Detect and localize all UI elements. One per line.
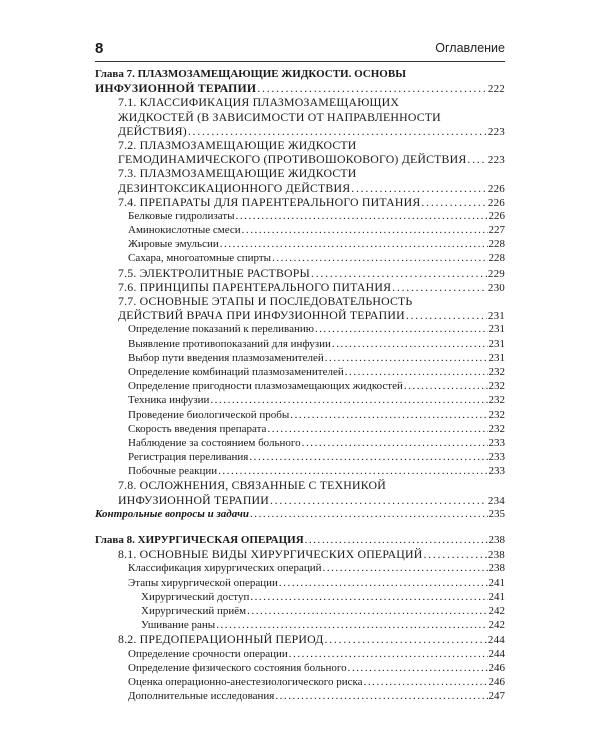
dot-leader: [289, 647, 488, 661]
dot-leader: [315, 322, 488, 336]
toc-entry: [95, 294, 505, 308]
toc-entry: [95, 547, 505, 561]
toc-page-number: 232: [488, 422, 505, 435]
toc-page-number: 233: [488, 436, 505, 449]
dot-leader: [345, 365, 488, 379]
toc-entry-title: Регистрация переливания: [128, 451, 249, 464]
toc-page-number: 231: [488, 323, 505, 336]
page-header: [95, 40, 505, 62]
toc-page-number: 246: [488, 661, 505, 674]
toc-page-number: 238: [488, 562, 505, 575]
toc-entry: [95, 604, 505, 618]
toc-entry-title: ДЕЙСТВИЙ ВРАЧА ПРИ ИНФУЗИОННОЙ ТЕРАПИИ: [118, 308, 405, 323]
dot-leader: [351, 181, 487, 195]
dot-leader: [406, 308, 487, 322]
dot-leader: [302, 436, 488, 450]
toc-entry: [95, 507, 505, 521]
toc-entry-title: ИНФУЗИОННОЙ ТЕРАПИИ: [118, 492, 269, 507]
dot-leader: [323, 561, 488, 575]
toc-page-number: 226: [487, 182, 505, 195]
toc-entry-title: 7.4. ПРЕПАРАТЫ ДЛЯ ПАРЕНТЕРАЛЬНОГО ПИТАНИЯ: [118, 194, 421, 209]
toc-entry-title: Классификация хирургических операций: [128, 562, 322, 575]
dot-leader: [305, 533, 488, 547]
toc-entry: [95, 152, 505, 166]
toc-entry-title: Ушивание раны: [141, 619, 216, 632]
toc-page-number: 232: [488, 365, 505, 378]
toc-entry: [95, 181, 505, 195]
toc-entry: [95, 223, 505, 237]
toc-entry: [95, 436, 505, 450]
toc-entry: [95, 365, 505, 379]
toc-entry-title: Определение пригодности плазмозамещающих жидкостей: [128, 380, 403, 393]
toc-entry-title: Определение комбинаций плазмозаменителей: [128, 365, 344, 378]
toc-page-number: 247: [488, 690, 505, 703]
toc-page-number: 231: [488, 351, 505, 364]
toc-entry-title: 8.1. ОСНОВНЫЕ ВИДЫ ХИРУРГИЧЕСКИХ ОПЕРАЦИЙ: [118, 547, 423, 562]
toc-page-number: 231: [488, 337, 505, 350]
toc-page-number: 244: [488, 647, 505, 660]
dot-leader: [423, 547, 486, 561]
dot-leader: [467, 152, 486, 166]
toc-entry: [95, 110, 505, 124]
toc-entry: [95, 478, 505, 492]
toc-page-number: 233: [488, 451, 505, 464]
toc-entry-title: Техника инфузии: [128, 394, 210, 407]
toc-page-number: 226: [488, 209, 505, 222]
toc-entry-title: Проведение биологической пробы: [128, 408, 290, 421]
dot-leader: [272, 251, 487, 265]
dot-leader: [218, 464, 487, 478]
toc-entry: [95, 124, 505, 138]
dot-leader: [348, 661, 488, 675]
toc-entry: [95, 379, 505, 393]
dot-leader: [275, 689, 487, 703]
toc-chapter-entry: [95, 533, 505, 547]
toc-entry: [95, 618, 505, 632]
toc-entry: [95, 280, 505, 294]
toc-entry: [95, 393, 505, 407]
toc-entry: [95, 590, 505, 604]
toc-entry: [95, 661, 505, 675]
toc-entry-title: Побочные реакции: [128, 465, 218, 478]
toc-entry-title: 7.5. ЭЛЕКТРОЛИТНЫЕ РАСТВОРЫ: [118, 265, 310, 280]
toc-entry-title: ДЕЙСТВИЯ): [118, 123, 187, 138]
toc-entry-title: ДЕЗИНТОКСИКАЦИОННОГО ДЕЙСТВИЯ: [118, 180, 351, 195]
toc-entry-title: Контрольные вопросы и задачи: [95, 507, 249, 520]
dot-leader: [325, 351, 488, 365]
toc-entry: [95, 675, 505, 689]
toc-entry-title: Аминокислотные смеси: [128, 224, 241, 237]
toc-entry-title: 7.2. ПЛАЗМОЗАМЕЩАЮЩИЕ ЖИДКОСТИ: [118, 137, 357, 152]
toc-page-number: 226: [487, 196, 505, 209]
dot-leader: [392, 280, 487, 294]
toc-entry-title: Глава 7. ПЛАЗМОЗАМЕЩАЮЩИЕ ЖИДКОСТИ. ОСНОВЫ: [95, 68, 407, 80]
toc-page-number: 228: [488, 238, 505, 251]
toc-entry-title: Глава 8. ХИРУРГИЧЕСКАЯ ОПЕРАЦИЯ: [95, 534, 304, 546]
dot-leader: [216, 618, 487, 632]
toc-entry: [95, 561, 505, 575]
toc-entry: [95, 450, 505, 464]
toc-entry-title: ГЕМОДИНАМИЧЕСКОГО (ПРОТИВОШОКОВОГО) ДЕЙСТВИЯ: [118, 152, 467, 167]
table-of-contents: [95, 67, 505, 703]
toc-entry-title: Выбор пути введения плазмозаменителей: [128, 351, 324, 364]
dot-leader: [249, 450, 487, 464]
dot-leader: [250, 507, 488, 521]
toc-entry-title: 7.1. КЛАССИФИКАЦИЯ ПЛАЗМОЗАМЕЩАЮЩИХ: [118, 95, 400, 110]
toc-entry: [95, 251, 505, 265]
toc-entry: [95, 138, 505, 152]
toc-entry-title: Определение физического состояния больного: [128, 661, 347, 674]
toc-entry-title: Оценка операционно-анестезиологического риска: [128, 675, 363, 688]
dot-leader: [404, 379, 488, 393]
dot-leader: [250, 590, 487, 604]
running-title: Оглавление: [435, 41, 505, 55]
toc-entry: [95, 308, 505, 322]
dot-leader: [311, 266, 487, 280]
toc-page-number: 232: [488, 380, 505, 393]
toc-entry-title: Выявление противопоказаний для инфузии: [128, 337, 331, 350]
toc-entry-title: Наблюдение за состоянием больного: [128, 436, 301, 449]
toc-page-number: 227: [488, 224, 505, 237]
toc-entry-title: Хирургический приём: [141, 604, 247, 617]
dot-leader: [421, 195, 486, 209]
toc-entry: [95, 209, 505, 223]
toc-page-number: 238: [488, 534, 505, 546]
toc-entry: [95, 464, 505, 478]
toc-entry-title: Хирургический доступ: [141, 590, 250, 603]
toc-page-number: 223: [487, 125, 505, 138]
toc-entry-title: Дополнительные исследования: [128, 690, 275, 703]
dot-leader: [267, 422, 487, 436]
toc-entry: [95, 266, 505, 280]
dot-leader: [210, 393, 487, 407]
toc-entry: [95, 337, 505, 351]
toc-entry: [95, 351, 505, 365]
toc-entry-title: Этапы хирургической операции: [128, 576, 278, 589]
dot-leader: [290, 408, 487, 422]
dot-leader: [270, 493, 487, 507]
toc-entry: [95, 689, 505, 703]
toc-entry: [95, 632, 505, 646]
toc-page-number: 228: [488, 252, 505, 265]
dot-leader: [188, 124, 487, 138]
toc-page-number: 222: [487, 83, 505, 96]
toc-entry-title: Сахара, многоатомные спирты: [128, 252, 272, 265]
toc-entry-title: Определение срочности операции: [128, 647, 288, 660]
toc-entry-title: ИНФУЗИОННОЙ ТЕРАПИИ: [95, 81, 257, 96]
toc-entry: [95, 195, 505, 209]
toc-page-number: 232: [488, 394, 505, 407]
toc-page-number: 246: [488, 675, 505, 688]
toc-page-number: 241: [488, 576, 505, 589]
section-gap: [95, 521, 505, 533]
toc-entry-title: 8.2. ПРЕДОПЕРАЦИОННЫЙ ПЕРИОД: [118, 632, 324, 647]
toc-page-number: 235: [488, 507, 505, 520]
dot-leader: [332, 337, 488, 351]
dot-leader: [257, 81, 487, 95]
dot-leader: [236, 209, 488, 223]
toc-entry-title: ЖИДКОСТЕЙ (В ЗАВИСИМОСТИ ОТ НАПРАВЛЕННОСТИ: [118, 109, 441, 124]
toc-entry: [95, 647, 505, 661]
toc-page-number: 233: [488, 465, 505, 478]
toc-entry: [95, 322, 505, 336]
toc-entry-title: Определение показаний к переливанию: [128, 323, 314, 336]
page-number: 8: [95, 40, 104, 57]
toc-page-number: 238: [487, 549, 505, 562]
toc-entry: [95, 237, 505, 251]
toc-page-number: 230: [487, 281, 505, 294]
toc-page-number: 229: [487, 267, 505, 280]
toc-entry-title: 7.3. ПЛАЗМОЗАМЕЩАЮЩИЕ ЖИДКОСТИ: [118, 166, 357, 181]
toc-entry: [95, 576, 505, 590]
toc-entry: [95, 422, 505, 436]
toc-entry: [95, 95, 505, 109]
toc-page-number: 232: [488, 408, 505, 421]
toc-entry-title: 7.8. ОСЛОЖНЕНИЯ, СВЯЗАННЫЕ С ТЕХНИКОЙ: [118, 478, 386, 493]
header-rule: [95, 61, 505, 62]
toc-entry: [95, 408, 505, 422]
toc-page-number: 234: [487, 494, 505, 507]
toc-entry-title: 7.7. ОСНОВНЫЕ ЭТАПЫ И ПОСЛЕДОВАТЕЛЬНОСТЬ: [118, 294, 413, 308]
toc-entry-title: Жировые эмульсии: [128, 238, 219, 251]
toc-page-number: 223: [487, 154, 505, 167]
dot-leader: [247, 604, 487, 618]
toc-chapter-entry: [95, 81, 505, 95]
dot-leader: [325, 632, 487, 646]
dot-leader: [220, 237, 488, 251]
dot-leader: [242, 223, 488, 237]
toc-page-number: 231: [487, 310, 505, 323]
toc-entry: [95, 493, 505, 507]
toc-page-number: 242: [488, 604, 505, 617]
toc-entry-title: Скорость введения препарата: [128, 422, 267, 435]
toc-entry-title: 7.6. ПРИНЦИПЫ ПАРЕНТЕРАЛЬНОГО ПИТАНИЯ: [118, 279, 392, 294]
toc-page-number: 241: [488, 590, 505, 603]
dot-leader: [279, 576, 488, 590]
toc-entry: [95, 166, 505, 180]
toc-page-number: 242: [488, 619, 505, 632]
toc-page-number: 244: [487, 634, 505, 647]
toc-entry-title: Белковые гидролизаты: [128, 209, 235, 222]
toc-chapter-entry: [95, 67, 505, 81]
dot-leader: [364, 675, 488, 689]
